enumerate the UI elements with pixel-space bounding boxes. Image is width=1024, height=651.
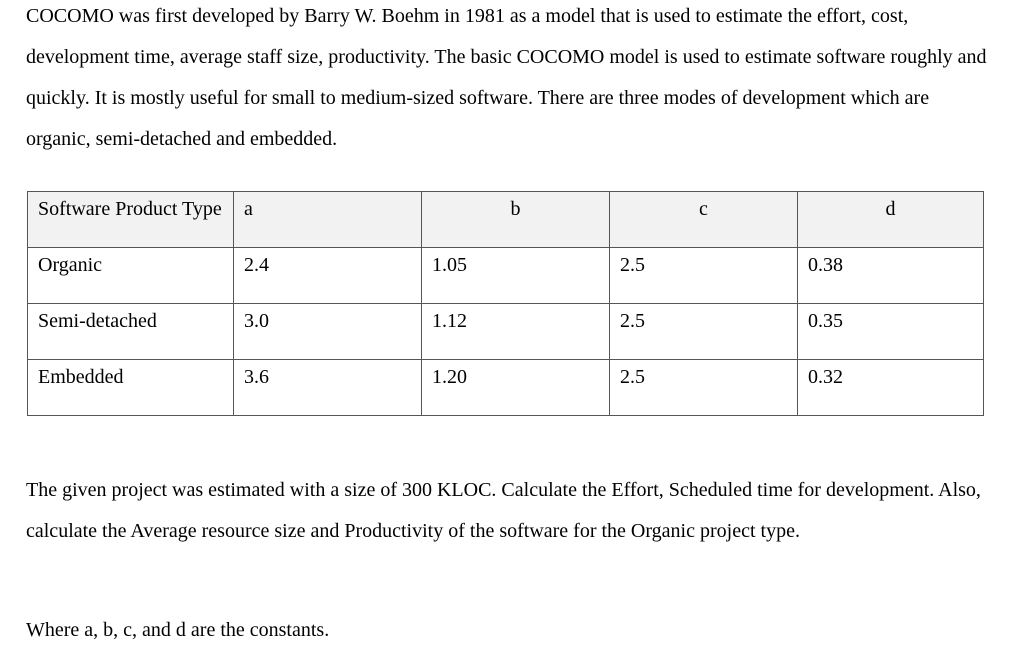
header-a: a (234, 192, 422, 248)
cell-d: 0.38 (798, 248, 984, 304)
cell-a: 3.0 (234, 304, 422, 360)
cell-a: 2.4 (234, 248, 422, 304)
question-paragraph: The given project was estimated with a size of 300 KLOC. Calculate the Effort, Scheduled time for development. Also, calculate the Average resource size and Productivity of the software for the Organic project type. (26, 479, 981, 542)
cocomo-constants-table (27, 191, 984, 416)
cell-a: 3.6 (234, 360, 422, 416)
cell-type: Embedded (28, 360, 234, 416)
header-d: d (798, 192, 984, 248)
cell-b: 1.05 (422, 248, 610, 304)
table-row (28, 248, 984, 304)
cell-b: 1.20 (422, 360, 610, 416)
intro-paragraph: COCOMO was first developed by Barry W. Boehm in 1981 as a model that is used to estimate the effort, cost, development time, average staff size, productivity. The basic COCOMO model is used to estimate software roughly and quickly. It is mostly useful for small to medium-sized software. There are three modes of development which are organic, semi-detached and embedded. (26, 5, 987, 150)
cell-type: Semi-detached (28, 304, 234, 360)
cell-type: Organic (28, 248, 234, 304)
header-c: c (610, 192, 798, 248)
table-header-row (28, 192, 984, 248)
cell-c: 2.5 (610, 304, 798, 360)
cell-c: 2.5 (610, 360, 798, 416)
constants-note: Where a, b, c, and d are the constants. (26, 619, 330, 641)
header-b: b (422, 192, 610, 248)
cell-d: 0.35 (798, 304, 984, 360)
table-row (28, 360, 984, 416)
cell-c: 2.5 (610, 248, 798, 304)
header-software-product-type: Software Product Type (28, 192, 234, 248)
table-row (28, 304, 984, 360)
cell-b: 1.12 (422, 304, 610, 360)
cell-d: 0.32 (798, 360, 984, 416)
